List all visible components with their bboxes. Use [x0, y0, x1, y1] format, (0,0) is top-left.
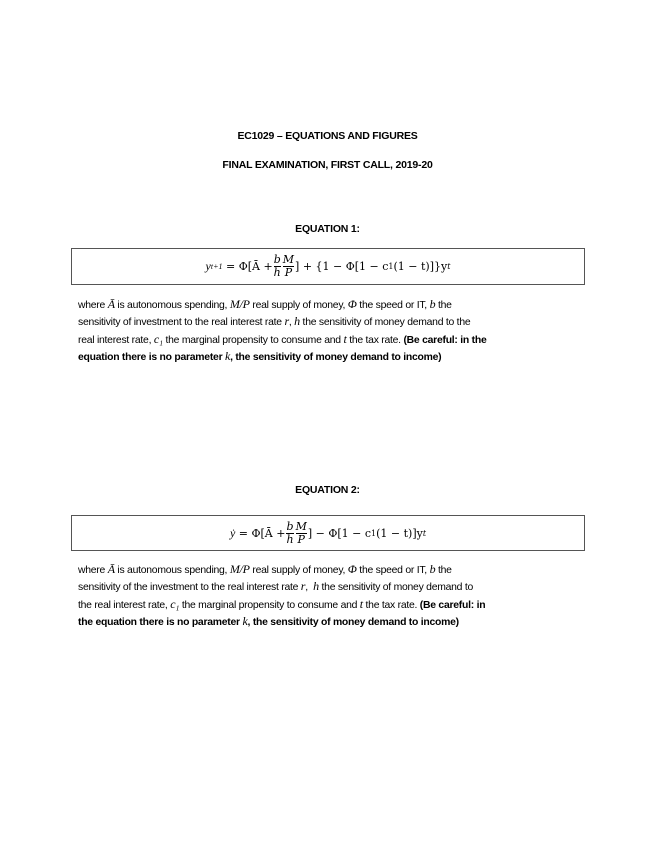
equation-part: (1 − t)]y — [376, 526, 423, 540]
text-segment: equation there is no parameter — [78, 351, 225, 363]
text-segment: the sensitivity of money demand to — [318, 582, 474, 594]
math-symbol: c₁ — [153, 331, 163, 346]
text-segment: the sensitivity of money demand to the — [299, 317, 471, 329]
math-symbol: h — [313, 579, 319, 594]
fraction-m-over-p — [296, 521, 307, 546]
math-symbol: b — [429, 297, 436, 311]
explanation-line — [78, 348, 486, 365]
text-segment: the real interest rate, — [78, 599, 171, 611]
text-segment: sensitivity of the investment to the real interest rate — [78, 582, 301, 594]
equation-part: = Φ[Ā + — [225, 260, 273, 273]
equation-1-explanation — [78, 296, 486, 365]
numerator: b — [286, 519, 294, 533]
text-segment: (Be careful: in — [419, 599, 486, 611]
math-symbol: t — [359, 596, 363, 611]
text-segment: where — [78, 565, 108, 576]
text-segment: the marginal propensity to consume and — [179, 599, 360, 611]
text-segment: where — [78, 300, 108, 311]
math-symbol: t — [343, 331, 347, 346]
text-segment: the tax rate. — [346, 334, 404, 346]
equation-part: ] − Φ[1 − c — [307, 526, 372, 540]
math-symbol: k — [225, 348, 231, 363]
fraction-m-over-p — [283, 254, 294, 279]
math-symbol: k — [242, 613, 248, 628]
fraction-b-over-h — [286, 521, 293, 546]
explanation-line — [78, 578, 485, 595]
explanation-line — [78, 296, 486, 313]
subscript: t — [447, 262, 451, 271]
math-symbol: M/P — [229, 562, 250, 576]
math-symbol: Φ — [347, 562, 357, 576]
equation-1-heading: EQUATION 1: — [295, 223, 360, 235]
text-segment: sensitivity of investment to the real interest rate — [78, 317, 285, 329]
equation-lhs: ẏ — [229, 525, 236, 540]
equation-lhs: y — [205, 259, 211, 273]
equation-1-box — [71, 248, 585, 285]
document-subtitle: FINAL EXAMINATION, FIRST CALL, 2019-20 — [222, 159, 433, 171]
numerator: b — [273, 253, 281, 266]
text-segment: (Be careful: in the — [403, 334, 487, 346]
math-symbol: r — [300, 579, 306, 594]
explanation-line — [78, 561, 485, 578]
math-symbol: M/P — [229, 297, 250, 311]
text-segment: the speed or IT, — [356, 300, 430, 311]
fraction-b-over-h — [274, 254, 281, 279]
text-segment: , the sensitivity of money demand to income) — [230, 351, 442, 363]
explanation-line — [78, 613, 485, 630]
document-title: EC1029 – EQUATIONS AND FIGURES — [237, 130, 418, 142]
math-symbol: r — [284, 314, 289, 329]
text-segment: , — [288, 317, 295, 329]
math-symbol: Ā — [107, 562, 115, 576]
subscript: 1 — [371, 528, 377, 538]
subscript: 1 — [388, 262, 394, 271]
denominator: h — [273, 266, 281, 279]
text-segment: the — [435, 565, 452, 576]
text-segment: , the sensitivity of money demand to income) — [247, 616, 459, 628]
text-segment: real interest rate, — [78, 334, 154, 346]
math-symbol: h — [294, 314, 300, 329]
text-segment: , — [305, 582, 314, 594]
text-segment: the marginal propensity to consume and — [162, 334, 344, 346]
numerator: M — [295, 519, 307, 533]
text-segment: the speed or IT, — [356, 565, 430, 576]
numerator: M — [282, 253, 295, 266]
text-segment: is autonomous spending, — [114, 300, 230, 311]
denominator: P — [297, 532, 305, 546]
equation-part: = Φ[Ā + — [238, 526, 286, 540]
text-segment: the tax rate. — [362, 599, 420, 611]
equation-lhs-subscript: t+1 — [210, 262, 223, 271]
denominator: P — [284, 266, 293, 279]
equation-part: (1 − t)]}y — [393, 260, 448, 273]
text-segment: real supply of money, — [249, 565, 348, 576]
text-segment: the — [435, 300, 452, 311]
explanation-line — [78, 313, 486, 330]
math-symbol: Φ — [347, 297, 357, 311]
math-symbol: b — [429, 562, 436, 576]
denominator: h — [286, 532, 294, 546]
explanation-line — [78, 596, 485, 613]
equation-part: ] + {1 − Φ[1 − c — [295, 260, 389, 273]
text-segment: is autonomous spending, — [114, 565, 230, 576]
equation-2-box — [71, 515, 585, 551]
text-segment: real supply of money, — [249, 300, 348, 311]
text-segment: the equation there is no parameter — [78, 616, 243, 628]
equation-2-heading: EQUATION 2: — [295, 484, 360, 496]
equation-2-explanation — [78, 561, 485, 630]
explanation-line — [78, 331, 486, 348]
math-symbol: c₁ — [170, 596, 180, 611]
subscript: t — [422, 528, 427, 538]
math-symbol: Ā — [107, 297, 115, 311]
